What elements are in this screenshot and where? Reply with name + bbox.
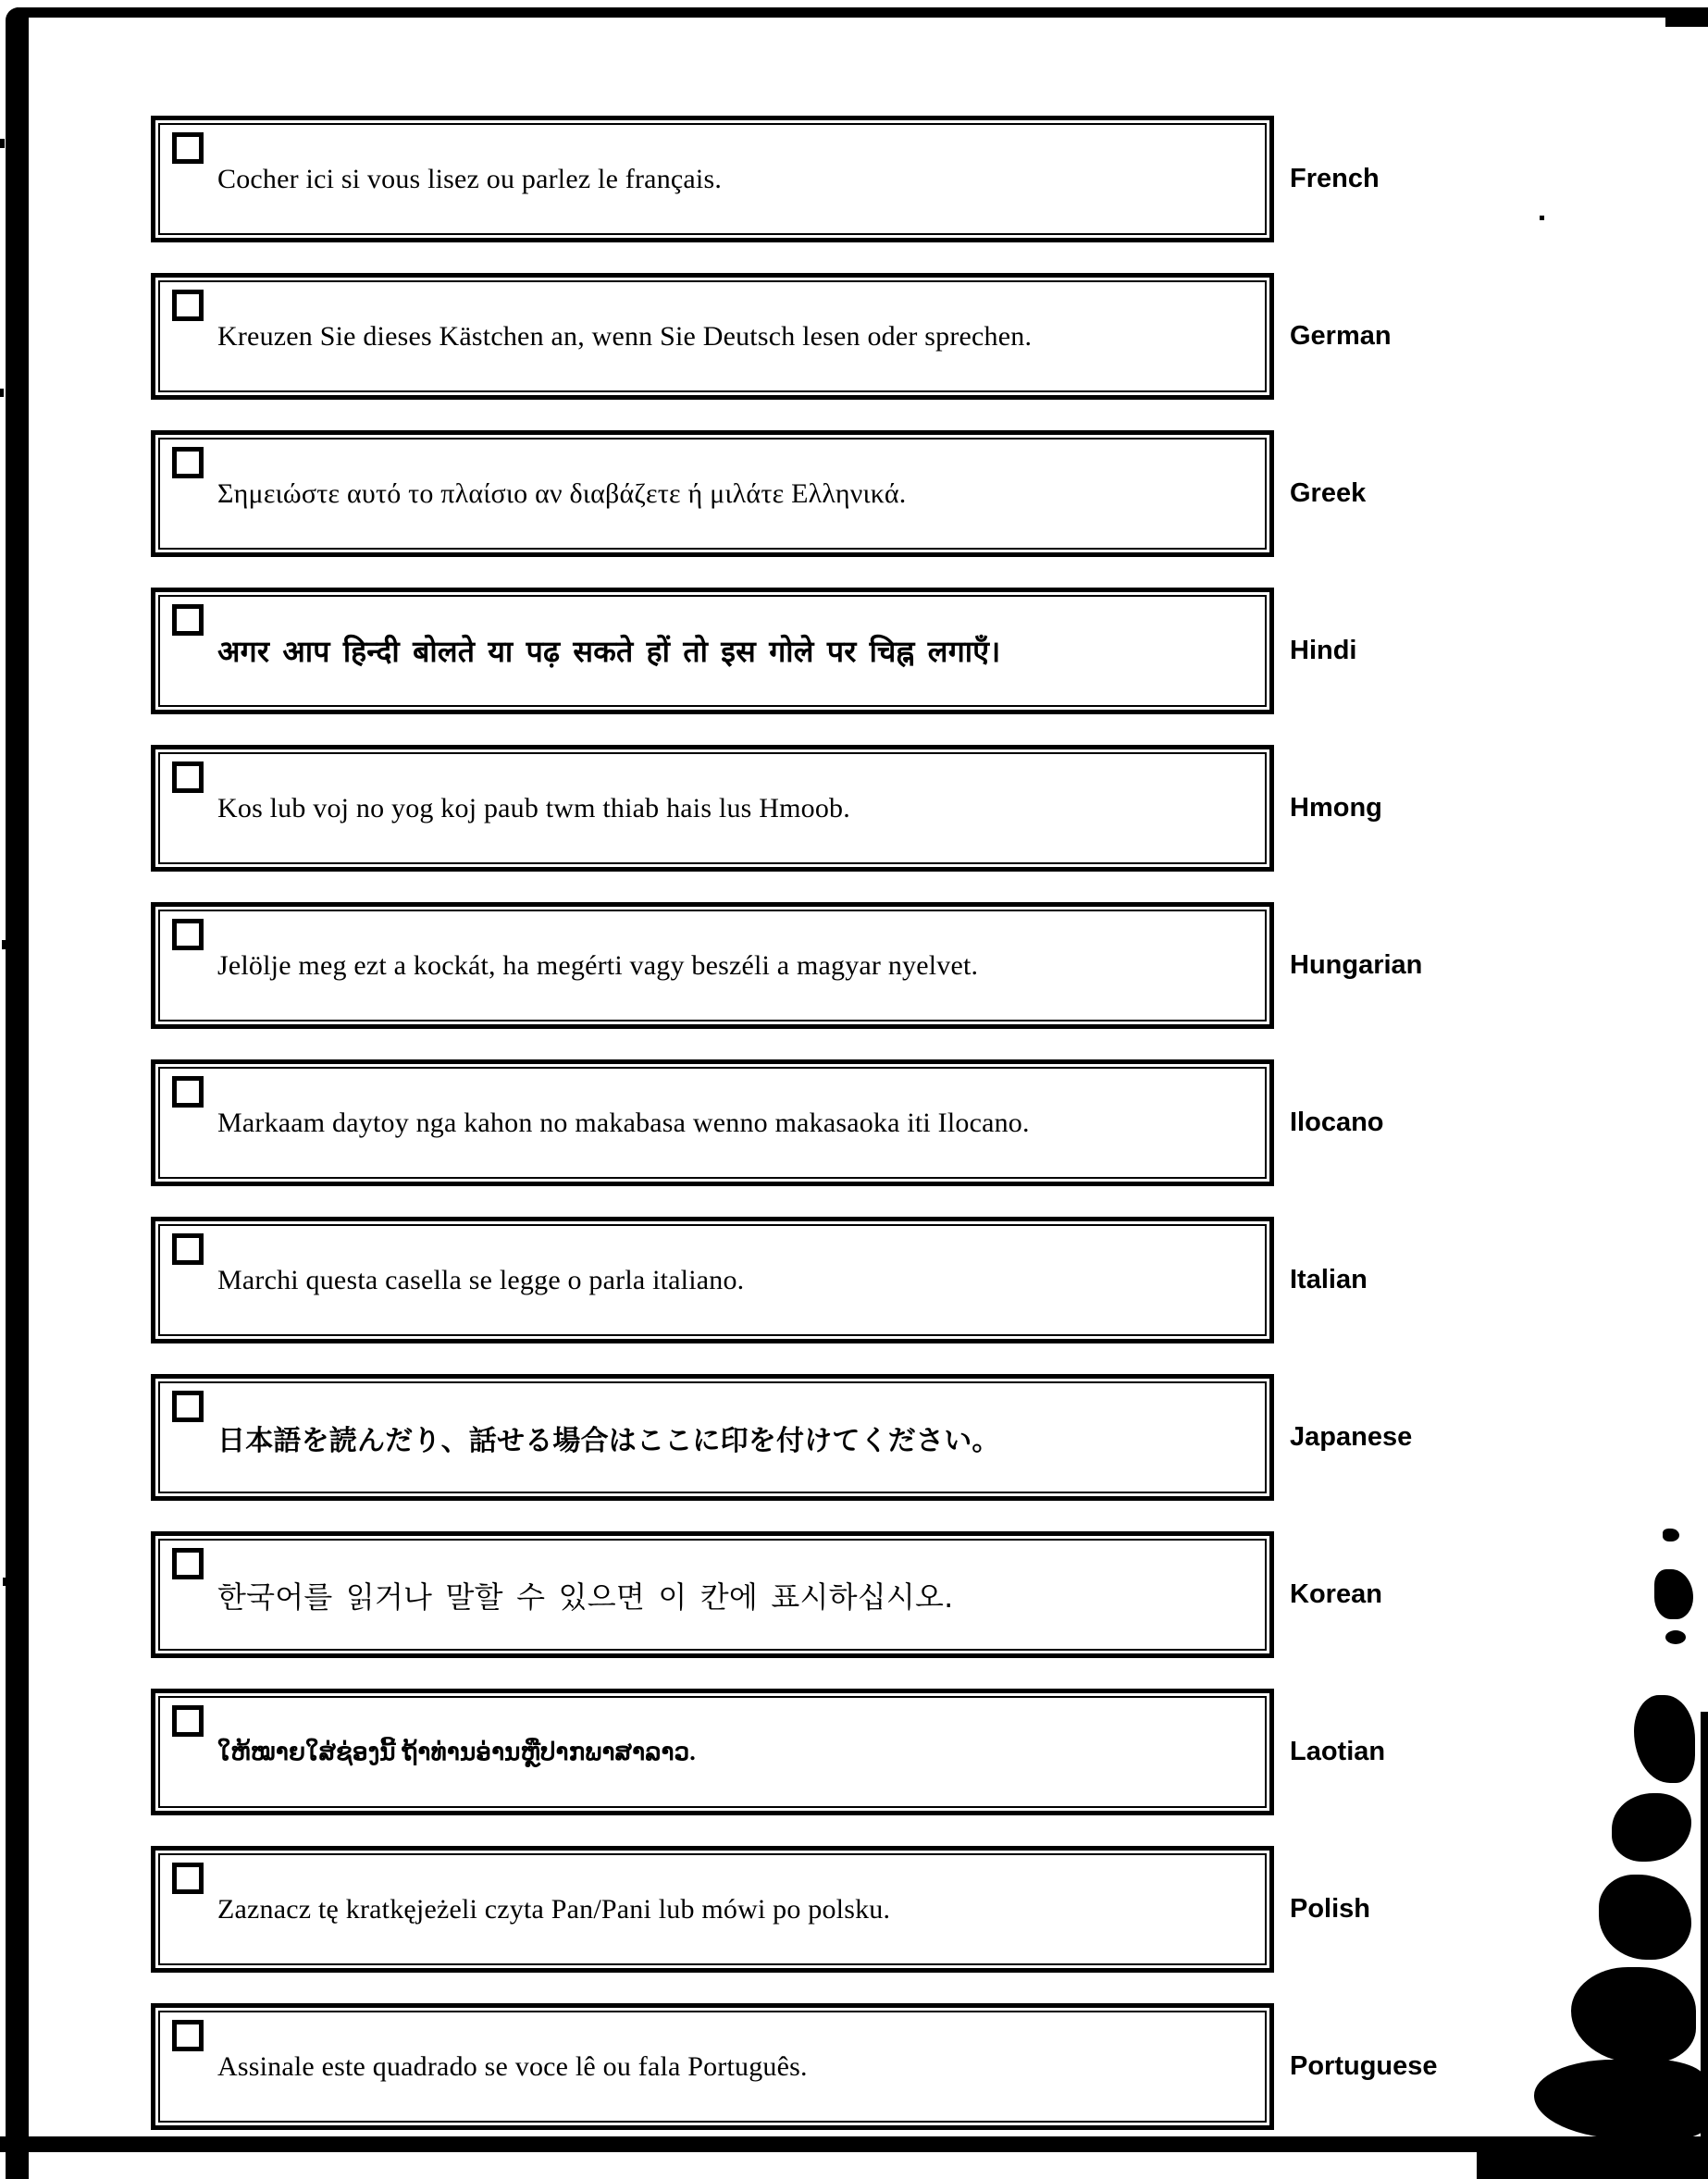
statement-text: Assinale este quadrado se voce lê ou fala Português. bbox=[217, 2050, 808, 2082]
scan-top-edge-fragment bbox=[1665, 18, 1708, 27]
japanese-checkbox[interactable] bbox=[172, 1391, 204, 1422]
statement-box-inner bbox=[158, 1381, 1267, 1493]
german-checkbox[interactable] bbox=[172, 290, 204, 321]
language-row-french bbox=[151, 116, 1438, 242]
hindi-checkbox[interactable] bbox=[172, 604, 204, 636]
scan-speck bbox=[2, 940, 6, 949]
scan-noise-blob bbox=[1599, 1875, 1691, 1960]
statement-box-greek bbox=[151, 430, 1274, 557]
scan-speck bbox=[0, 139, 5, 148]
korean-checkbox[interactable] bbox=[172, 1548, 204, 1579]
statement-box-inner bbox=[158, 1539, 1267, 1651]
scan-noise-edge-line bbox=[1701, 1712, 1708, 2179]
language-label: Italian bbox=[1290, 1265, 1368, 1294]
statement-box-korean bbox=[151, 1531, 1274, 1658]
scan-noise-blob bbox=[1654, 1569, 1693, 1619]
language-row-portuguese bbox=[151, 2003, 1438, 2130]
statement-text: Zaznacz tę kratkęjeżeli czyta Pan/Pani lub mówi po polsku. bbox=[217, 1893, 891, 1925]
statement-box-inner bbox=[158, 438, 1267, 550]
greek-checkbox[interactable] bbox=[172, 447, 204, 478]
statement-box-polish bbox=[151, 1846, 1274, 1973]
statement-box-inner bbox=[158, 280, 1267, 392]
statement-text: अगर आप हिन्दी बोलते या पढ़ सकते हों तो इस गोले पर चिह्न लगाएँ। bbox=[217, 635, 1001, 668]
scan-left-edge bbox=[6, 7, 29, 2179]
scan-speck bbox=[0, 389, 4, 397]
language-label: German bbox=[1290, 321, 1392, 351]
language-row-ilocano bbox=[151, 1059, 1438, 1186]
portuguese-checkbox[interactable] bbox=[172, 2020, 204, 2051]
scan-noise-blob bbox=[1612, 1793, 1691, 1862]
language-label: Hungarian bbox=[1290, 950, 1423, 980]
language-row-hindi bbox=[151, 588, 1438, 714]
language-row-hmong bbox=[151, 745, 1438, 872]
statement-box-inner bbox=[158, 1224, 1267, 1336]
language-row-greek bbox=[151, 430, 1438, 557]
statement-box-german bbox=[151, 273, 1274, 400]
statement-box-japanese bbox=[151, 1374, 1274, 1501]
statement-text: Markaam daytoy nga kahon no makabasa wenno makasaoka iti Ilocano. bbox=[217, 1107, 1030, 1138]
scan-noise-blob bbox=[1663, 1529, 1679, 1541]
statement-box-portuguese bbox=[151, 2003, 1274, 2130]
statement-box-french bbox=[151, 116, 1274, 242]
scan-speck bbox=[3, 1578, 7, 1586]
scan-noise-blob bbox=[1571, 1967, 1696, 2063]
language-label: Ilocano bbox=[1290, 1108, 1384, 1137]
language-row-laotian bbox=[151, 1689, 1438, 1815]
language-label: French bbox=[1290, 164, 1380, 193]
statement-text: Kos lub voj no yog koj paub twm thiab hais lus Hmoob. bbox=[217, 792, 850, 823]
language-row-italian bbox=[151, 1217, 1438, 1343]
statement-box-hindi bbox=[151, 588, 1274, 714]
scan-noise-blob bbox=[1477, 2139, 1708, 2179]
scan-speck bbox=[1540, 216, 1544, 220]
language-row-polish bbox=[151, 1846, 1438, 1973]
hmong-checkbox[interactable] bbox=[172, 761, 204, 793]
language-row-korean bbox=[151, 1531, 1438, 1658]
scan-noise-blob bbox=[1665, 1630, 1686, 1644]
language-label: Portuguese bbox=[1290, 2051, 1438, 2081]
french-checkbox[interactable] bbox=[172, 132, 204, 164]
statement-box-inner bbox=[158, 1067, 1267, 1179]
statement-text: 日本語を読んだり、話せる場合はここに印を付けてください。 bbox=[217, 1424, 1000, 1457]
statement-box-hmong bbox=[151, 745, 1274, 872]
polish-checkbox[interactable] bbox=[172, 1863, 204, 1894]
statement-text: Marchi questa casella se legge o parla italiano. bbox=[217, 1264, 745, 1295]
statement-box-ilocano bbox=[151, 1059, 1274, 1186]
scan-bottom-rule bbox=[0, 2136, 1708, 2152]
statement-box-inner bbox=[158, 910, 1267, 1021]
statement-box-laotian bbox=[151, 1689, 1274, 1815]
language-row-japanese bbox=[151, 1374, 1438, 1501]
statement-box-inner bbox=[158, 123, 1267, 235]
scan-noise-blob bbox=[1634, 1695, 1695, 1783]
language-row-list bbox=[151, 116, 1438, 2130]
language-label: Hmong bbox=[1290, 793, 1382, 823]
statement-box-inner bbox=[158, 2011, 1267, 2123]
scan-top-edge bbox=[17, 7, 1708, 18]
language-row-german bbox=[151, 273, 1438, 400]
statement-text: 한국어를 읽거나 말할 수 있으면 이 칸에 표시하십시오. bbox=[217, 1579, 954, 1615]
statement-text: Σημειώστε αυτό το πλαίσιο αν διαβάζετε ή μιλάτε Ελληνικά. bbox=[217, 477, 907, 509]
language-label: Polish bbox=[1290, 1894, 1371, 1924]
statement-text: Cocher ici si vous lisez ou parlez le français. bbox=[217, 163, 723, 194]
statement-text: ໃຫ້ໝາຍໃສ່ຊ່ອງນີ້ ຖ້າທ່ານອ່ານຫຼືປາກພາສາລາວ. bbox=[217, 1738, 697, 1765]
language-label: Hindi bbox=[1290, 636, 1357, 665]
italian-checkbox[interactable] bbox=[172, 1233, 204, 1265]
statement-box-inner bbox=[158, 752, 1267, 864]
language-label: Greek bbox=[1290, 478, 1367, 508]
ilocano-checkbox[interactable] bbox=[172, 1076, 204, 1108]
hungarian-checkbox[interactable] bbox=[172, 919, 204, 950]
statement-box-inner bbox=[158, 1696, 1267, 1808]
statement-box-hungarian bbox=[151, 902, 1274, 1029]
statement-box-inner bbox=[158, 1853, 1267, 1965]
statement-box-italian bbox=[151, 1217, 1274, 1343]
language-label: Japanese bbox=[1290, 1422, 1413, 1452]
statement-text: Jelölje meg ezt a kockát, ha megérti vagy beszéli a magyar nyelvet. bbox=[217, 949, 979, 981]
statement-box-inner bbox=[158, 595, 1267, 707]
language-label: Laotian bbox=[1290, 1737, 1386, 1766]
language-label: Korean bbox=[1290, 1579, 1382, 1609]
laotian-checkbox[interactable] bbox=[172, 1705, 204, 1737]
language-row-hungarian bbox=[151, 902, 1438, 1029]
statement-text: Kreuzen Sie dieses Kästchen an, wenn Sie Deutsch lesen oder sprechen. bbox=[217, 320, 1033, 352]
scan-noise-blob bbox=[1534, 2060, 1708, 2139]
